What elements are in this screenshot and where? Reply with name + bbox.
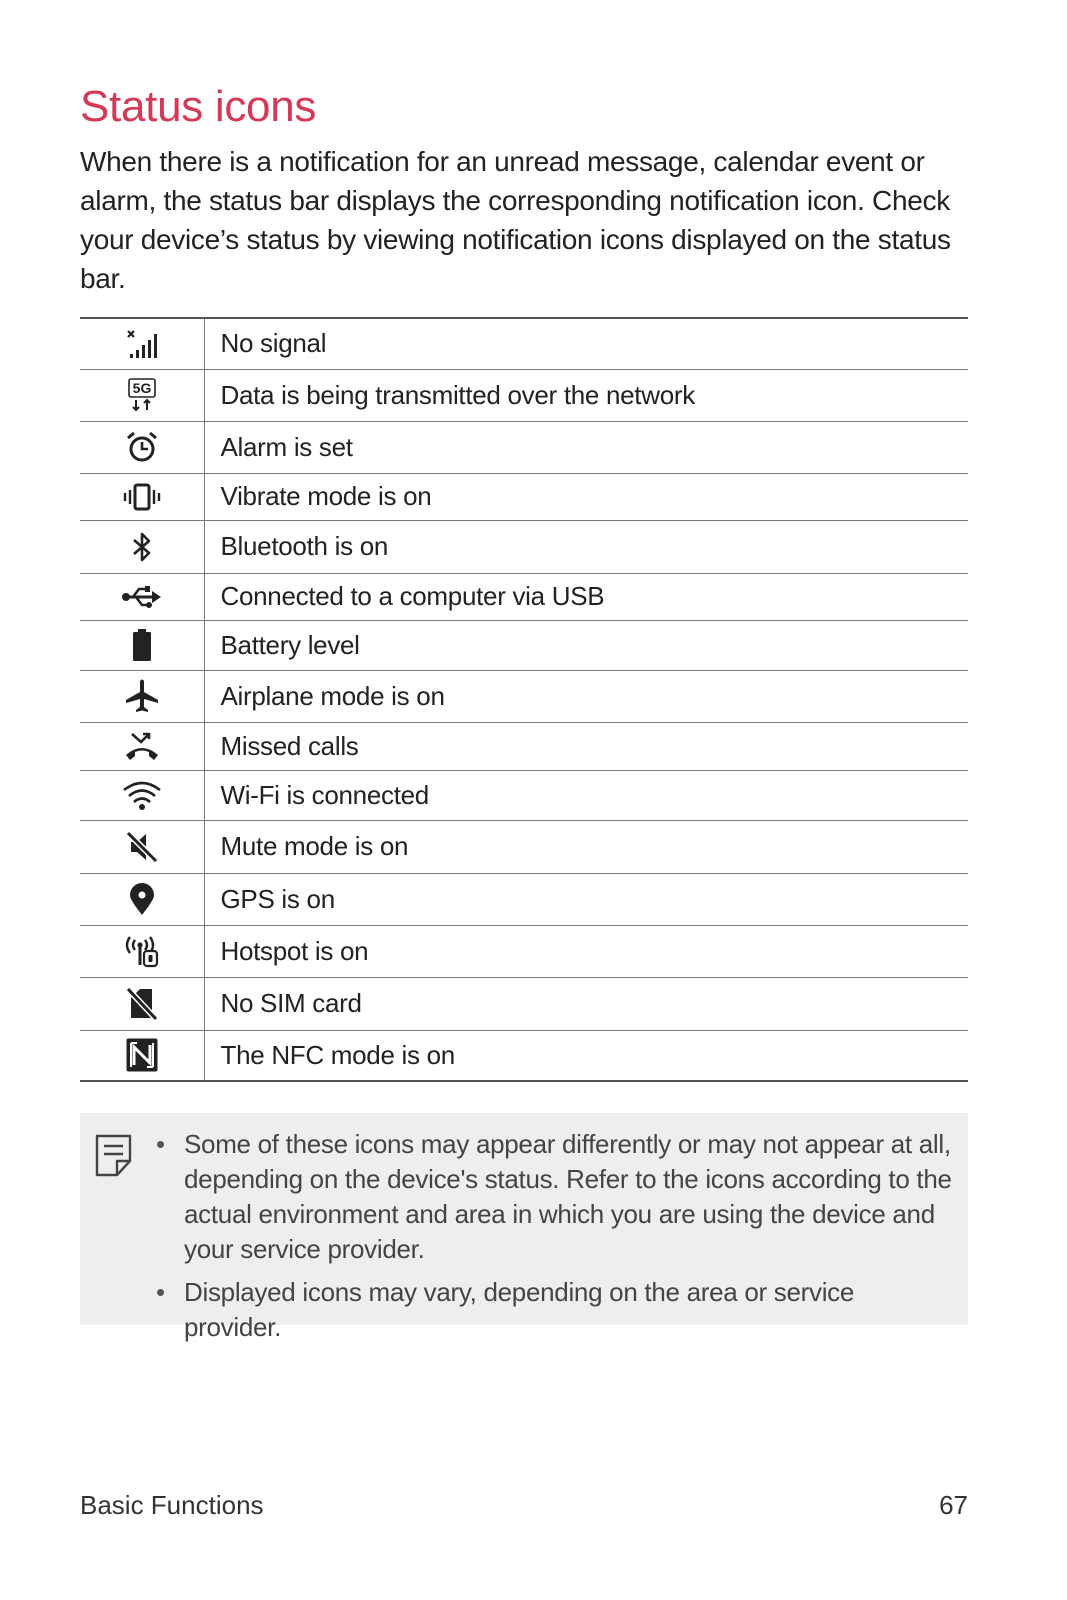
airplane-icon	[124, 678, 160, 714]
row-label: Vibrate mode is on	[204, 473, 968, 520]
table-row	[80, 770, 968, 820]
gps-icon	[128, 882, 156, 916]
note-text: Displayed icons may vary, depending on the area or service provider.	[184, 1277, 855, 1342]
page-number: 67	[939, 1490, 968, 1520]
table-row	[80, 820, 968, 873]
row-label: Bluetooth is on	[204, 520, 968, 573]
table-row	[80, 520, 968, 573]
note-box	[80, 1113, 968, 1342]
row-label: No SIM card	[204, 977, 968, 1030]
table-row	[80, 318, 968, 369]
table-row	[80, 670, 968, 722]
hotspot-icon	[124, 934, 160, 968]
table-row	[80, 369, 968, 421]
usb-icon	[121, 583, 163, 611]
bluetooth-icon	[130, 530, 154, 564]
row-label: Connected to a computer via USB	[204, 573, 968, 620]
page-title: Status icons	[80, 82, 317, 131]
missed-call-icon	[124, 730, 160, 762]
row-label: Mute mode is on	[204, 820, 968, 873]
table-row	[80, 473, 968, 520]
note-icon	[94, 1133, 134, 1179]
table-row	[80, 873, 968, 925]
table-row	[80, 573, 968, 620]
wifi-icon	[121, 779, 163, 811]
vibrate-icon	[123, 482, 161, 512]
note-list	[156, 1127, 956, 1345]
status-icon-table	[80, 317, 968, 1082]
footer-section-title: Basic Functions	[80, 1490, 264, 1520]
table-row	[80, 1030, 968, 1081]
no-signal-icon	[125, 328, 159, 360]
no-sim-icon	[126, 987, 158, 1021]
5g-data-icon	[126, 378, 158, 412]
mute-icon	[125, 830, 159, 864]
table-row	[80, 722, 968, 770]
table-row	[80, 977, 968, 1030]
row-label: GPS is on	[204, 873, 968, 925]
note-text: Some of these icons may appear differently or may not appear at all, depending on the device's status. Refer to the icons according to the actual environment and area in which you are using the device and your service provider.	[184, 1129, 952, 1264]
row-label: Wi-Fi is connected	[204, 770, 968, 820]
5g-label: 5G	[132, 380, 152, 396]
table-row	[80, 421, 968, 473]
list-item	[156, 1127, 956, 1267]
list-item	[156, 1275, 956, 1345]
row-label: Alarm is set	[204, 421, 968, 473]
intro-paragraph: When there is a notification for an unread message, calendar event or alarm, the status bar displays the corresponding notification icon. Check your device’s status by viewing notification icons displayed on the status bar.	[80, 146, 951, 294]
row-label: No signal	[204, 318, 968, 369]
row-label: The NFC mode is on	[220, 1039, 455, 1070]
table-row	[80, 925, 968, 977]
row-label: Airplane mode is on	[204, 670, 968, 722]
nfc-icon	[125, 1037, 159, 1073]
row-label: Data is being transmitted over the network	[204, 369, 968, 421]
bullet: •	[156, 1129, 165, 1159]
table-row	[80, 620, 968, 670]
bullet: •	[156, 1277, 165, 1307]
row-label: Battery level	[204, 620, 968, 670]
row-label: Missed calls	[204, 722, 968, 770]
alarm-icon	[125, 430, 159, 464]
row-label: Hotspot is on	[204, 925, 968, 977]
battery-icon	[130, 628, 154, 662]
